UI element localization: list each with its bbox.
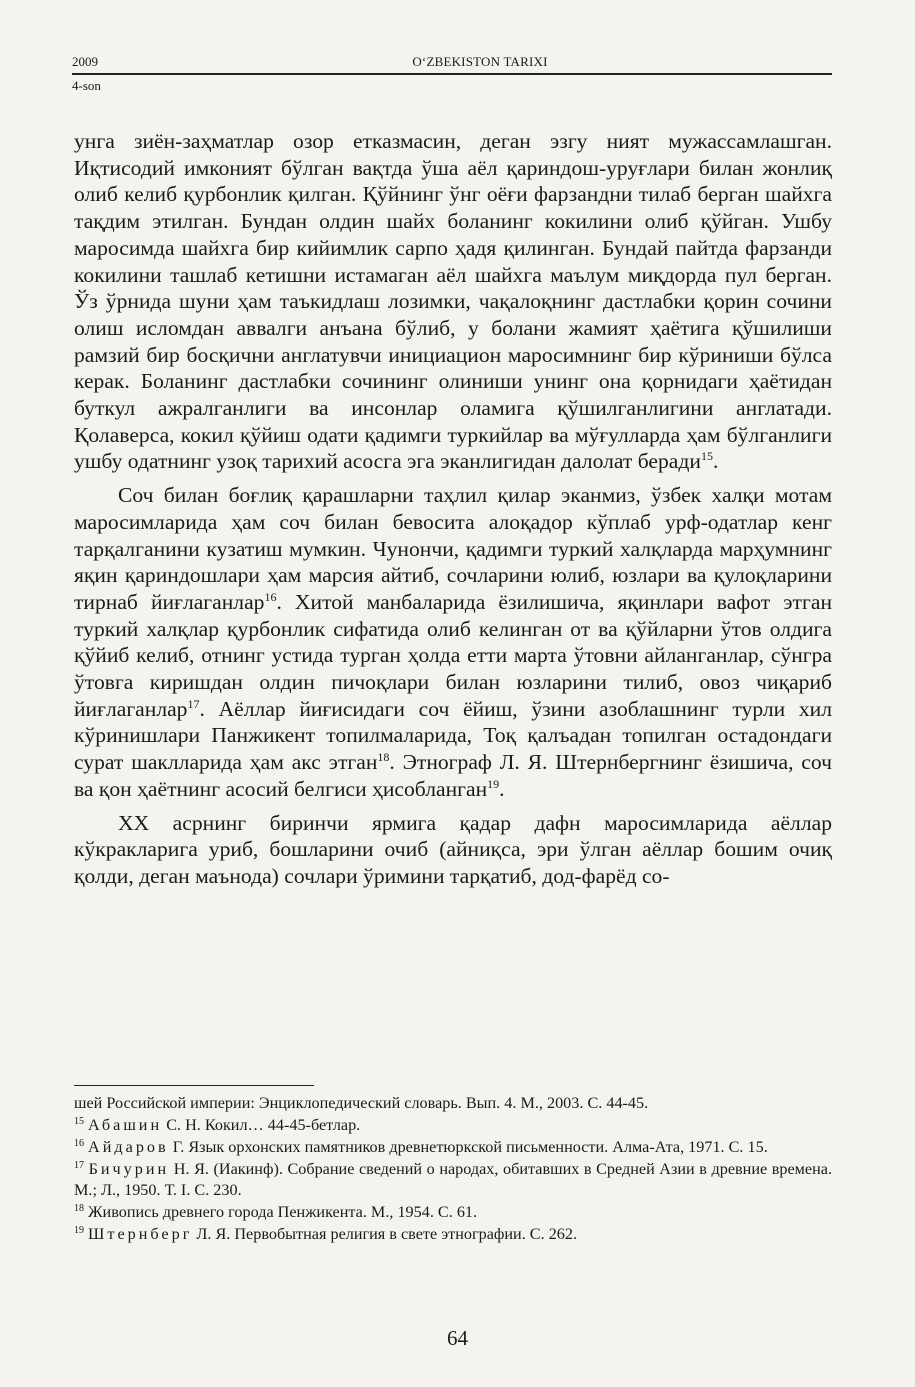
footnote [74,1093,832,1114]
paragraph-text: Соч билан боғлиқ қарашларни таҳлил қилар эканмиз, ўзбек халқи мотам маросимларида ҳам соч билан бевосита алоқадор кўплаб урф-одатлар кенг тарқалганини кузатиш мумкин. Чунончи, қадимги туркий халқларда марҳумнинг яқин қариндошлари ҳам марсия айтиб, сочларини юлиб, юзлари ва қулоқларини тирнаб йиғлаганлар [74,483,832,614]
paragraph-text: унга зиён-заҳматлар озор етказмасин, деган эзгу ният мужассамлашган. Иқтисодий имконият бўлган вақтда ўша аёл қариндош-уруғлари билан жонлиқ олиб келиб қурбонлик қилган. Қўйнинг ўнг оёғи фарзандни тилаб берган шайхга тақдим этилган. Бундан олдин шайх боланинг кокилини олиб қўйган. Ушбу маросимда шайхга бир кийимлик сарпо ҳадя қилинган. Бундай пайтда фарзанди кокилини ташлаб кетишни истамаган аёл шайхга маълум миқдорда пул берган. Ўз ўрнида шуни ҳам таъкидлаш лозимки, чақалоқнинг дастлабки қорин сочини олиш исломдан аввалги анъана бўлиб, у болани жамият ҳаётига қўшилиши рамзий бир босқични англатувчи инициацион маросимнинг бир кўриниши бўлса керак. Боланинг дастлабки сочининг олиниши унинг она қорнидаги ҳаётидан буткул ажралганлиги ва инсонлар оламига қўшилганлигини англатади. Қолаверса, кокил қўйиш одати қадимги туркийлар ва мўғулларда ҳам бўлганлиги ушбу одатнинг узоқ тарихий асосга эга эканлигидан далолат беради [74,129,832,474]
footnote-text: Н. Я. (Иакинф). Собрание сведений о народах, обитавших в Средней Азии в древние времена. М.; Л., 1950. Т. I. С. 230. [74,1160,833,1199]
footnote-marker: 16 [264,589,277,604]
page-number: 64 [447,1326,468,1350]
footnote-number: 15 [74,1116,84,1127]
main-text [74,128,832,890]
body-paragraph [74,482,832,802]
footnote-text: Л. Я. Первобытная религия в свете этнографии. С. 262. [192,1225,578,1243]
footnote-author: Бичурин [88,1160,170,1178]
header-journal-title: O‘ZBEKISTON TARIXI [412,54,548,69]
footnote-text: Г. Язык орхонских памятников древнетюркской письменности. Алма-Ата, 1971. С. 15. [168,1138,768,1156]
footnote [74,1137,832,1158]
paragraph-text: . Аёллар йиғисидаги соч ёйиш, ўзини азоблашнинг турли хил кўринишлари Панжикент топилмаларида, Тоқ қалъадан топилган остадондаги сурат шаклларида ҳам акс этган [74,696,832,775]
footnote-text: шей Российской империи: Энциклопедический словарь. Вып. 4. М., 2003. С. 44-45. [74,1094,649,1112]
paragraph-text: . Этнограф Л. Я. Штернбергнинг ёзишича, соч ва қон ҳаётнинг асосий белгиси ҳисобланган [74,750,832,801]
body-paragraph [74,128,832,475]
header-rule [72,73,832,75]
header-year: 2009 [72,54,98,69]
footnote-author: Айдаров [88,1138,169,1156]
paragraph-text: XX асрнинг биринчи ярмига қадар дафн маросимларида аёллар кўкракларига уриб, бошларини очиб (айниқса, эри ўлган аёллар бошим очиқ қолди, деган маънода) сочлари ўримини тарқатиб, дод-фарёд со- [74,810,832,888]
footnote [74,1115,832,1136]
footnote-author: Абашин [88,1116,163,1134]
paragraph-text: . [712,449,719,474]
footnotes [74,1093,832,1246]
footnote-number: 17 [74,1160,84,1171]
footnote-marker: 19 [487,776,500,791]
footnote-marker: 15 [700,449,713,464]
footnote-author: Штернберг [88,1225,193,1243]
footnote [74,1202,832,1223]
footnote-number: 16 [74,1138,84,1149]
paragraph-text: . [499,776,505,801]
footnote-text: Живопись древнего города Пенжикента. М., 1954. С. 61. [88,1203,478,1221]
header-issue: 4-son [72,78,101,93]
footnote-number: 18 [74,1203,84,1214]
footnote-text: С. Н. Кокил… 44-45-бетлар. [162,1116,361,1134]
footnote-marker: 18 [377,750,390,765]
body-paragraph [74,810,832,890]
footnote-number: 19 [74,1225,84,1236]
footnote [74,1159,832,1201]
footnote [74,1224,832,1245]
footnote-marker: 17 [187,696,200,711]
paragraph-text: . Хитой манбаларида ёзилишича, яқинлари вафот этган туркий халқлар қурбонлик сифатида олиб келинган от ва қўйларни ўтов олдига қўйиб келиб, отнинг устида турган ҳолда етти марта ўтовни айланганлар, сўнгра ўтовга киришдан олдин пичоқлари билан юзларини тилиб, овоз чиқариб йиғлаганлар [74,589,832,721]
footnote-rule [74,1085,314,1086]
